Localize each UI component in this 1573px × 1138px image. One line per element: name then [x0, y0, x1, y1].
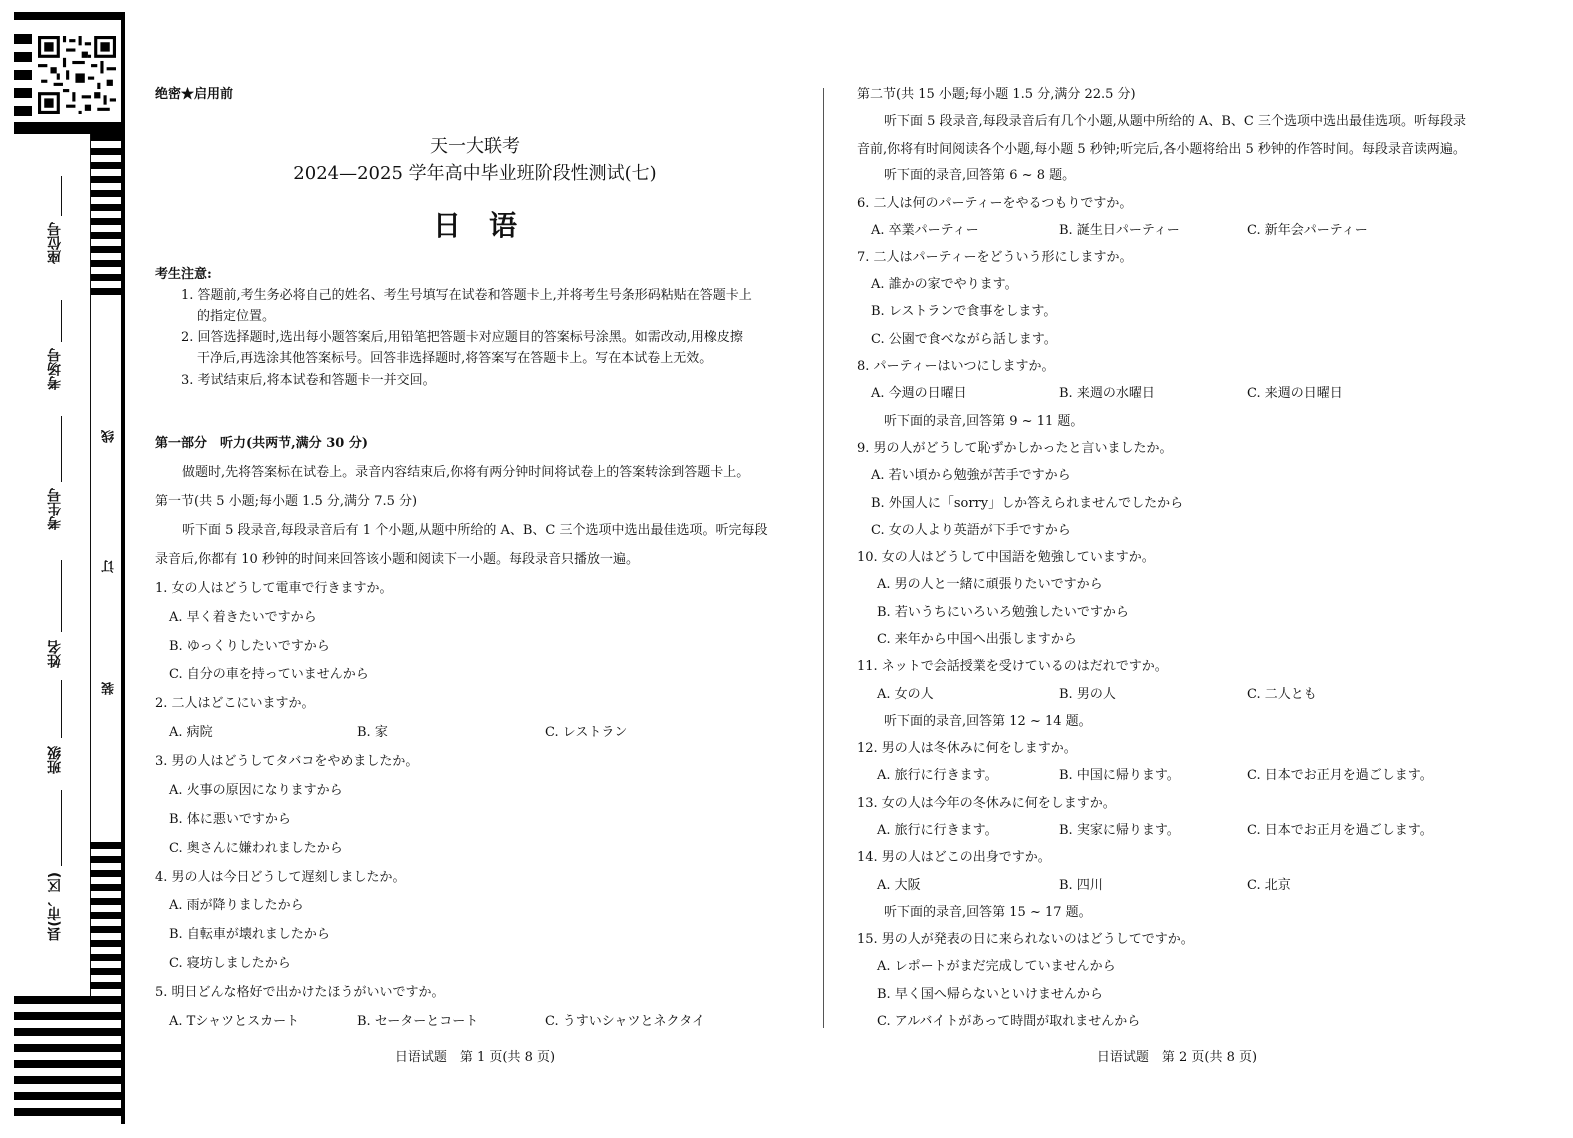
part1-intro: 做题时,先将答案标在试卷上。录音内容结束后,你将有两分钟时间将试卷上的答案转涂到答题卡上。: [182, 465, 750, 480]
option-6c: C. 新年会パーティー: [1247, 223, 1368, 238]
option-1c: C. 自分の車を持っていませんから: [169, 667, 369, 682]
page-footer-left: 日语试题 第 1 页(共 8 页): [394, 1050, 556, 1065]
option-13a: A. 旅行に行きます。: [877, 823, 998, 838]
question-13: 13. 女の人は今年の冬休みに何をしますか。: [857, 796, 1116, 811]
notice-item: 2. 回答选择题时,选出每小题答案后,用铅笔把答题卡对应题目的答案标号涂黑。如需改动,用橡皮擦: [181, 330, 743, 345]
option-7b: B. レストランで食事をします。: [871, 304, 1057, 319]
option-6a: A. 卒業パーティー: [871, 223, 979, 238]
option-8a: A. 今週の日曜日: [871, 386, 967, 401]
option-4c: C. 寝坊しましたから: [169, 956, 291, 971]
section2-title: 第二节(共 15 小题;每小题 1.5 分,满分 22.5 分): [857, 87, 1136, 102]
name-label: 姓名: [47, 640, 63, 668]
option-5c: C. うすいシャツとネクタイ: [545, 1014, 705, 1029]
option-15b: B. 早く国へ帰らないといけませんから: [877, 987, 1103, 1002]
county-label: 县(市、区): [47, 872, 63, 941]
option-3a: A. 火事の原因になりますから: [169, 783, 343, 798]
option-1a: A. 早く着きたいですから: [169, 610, 317, 625]
option-14a: A. 大阪: [877, 878, 921, 893]
option-14b: B. 四川: [1059, 878, 1103, 893]
qr-code: [38, 36, 116, 114]
section2-intro: 听下面 5 段录音,每段录音后有几个小题,从题中所给的 A、B、C 三个选项中选出最佳选项。听每段录: [884, 114, 1466, 129]
option-4a: A. 雨が降りましたから: [169, 898, 304, 913]
question-10: 10. 女の人はどうして中国語を勉強していますか。: [857, 550, 1155, 565]
listen-instruction: 听下面的录音,回答第 6 ~ 8 题。: [884, 168, 1076, 183]
option-4b: B. 自転車が壊れましたから: [169, 927, 330, 942]
section1-intro: 录音后,你都有 10 秒钟的时间来回答该小题和阅读下一小题。每段录音只播放一遍。: [155, 552, 639, 567]
cut-mark-staple: 装: [102, 682, 117, 695]
secret-label: 绝密★启用前: [155, 87, 234, 102]
question-9: 9. 男の人がどうして恥ずかしかったと言いましたか。: [857, 441, 1173, 456]
option-11a: A. 女の人: [877, 687, 934, 702]
question-3: 3. 男の人はどうしてタバコをやめましたか。: [155, 754, 419, 769]
question-4: 4. 男の人は今日どうして遅刻しましたか。: [155, 870, 406, 885]
option-5a: A. Tシャツとスカート: [169, 1014, 300, 1029]
question-2: 2. 二人はどこにいますか。: [155, 696, 315, 711]
notice-title: 考生注意:: [155, 267, 212, 282]
cut-mark-line: 线: [102, 430, 117, 443]
notice-item: 1. 答题前,考生务必将自己的姓名、考生号填写在试卷和答题卡上,并将考生号条形码粘贴在答题卡上: [181, 288, 752, 303]
question-14: 14. 男の人はどこの出身ですか。: [857, 850, 1051, 865]
option-1b: B. ゆっくりしたいですから: [169, 639, 330, 654]
option-12c: C. 日本でお正月を過ごします。: [1247, 768, 1433, 783]
section1-title: 第一节(共 5 小题;每小题 1.5 分,满分 7.5 分): [155, 494, 418, 509]
listen-instruction: 听下面的录音,回答第 12 ~ 14 题。: [884, 714, 1092, 729]
page-footer-right: 日语试题 第 2 页(共 8 页): [1096, 1050, 1258, 1065]
option-3c: C. 奥さんに嫌われましたから: [169, 841, 343, 856]
option-7a: A. 誰かの家でやります。: [871, 277, 1018, 292]
option-9b: B. 外国人に「sorry」しか答えられませんでしたから: [871, 496, 1184, 511]
option-3b: B. 体に悪いですから: [169, 812, 291, 827]
option-15a: A. レポートがまだ完成していませんから: [877, 959, 1116, 974]
option-2b: B. 家: [357, 725, 388, 740]
question-1: 1. 女の人はどうして電車で行きますか。: [155, 581, 393, 596]
option-5b: B. セーターとコート: [357, 1014, 479, 1029]
section2-intro: 音前,你将有时间阅读各个小题,每小题 5 秒钟;听完后,各小题将给出 5 秒钟的作答时间。每段录音读两遍。: [857, 142, 1466, 157]
page-divider: [823, 88, 824, 1028]
section1-intro: 听下面 5 段录音,每段录音后有 1 个小题,从题中所给的 A、B、C 三个选项中选出最佳选项。听完每段: [182, 523, 768, 538]
part1-title: 第一部分 听力(共两节,满分 30 分): [155, 436, 368, 451]
option-7c: C. 公園で食べながら話します。: [871, 332, 1057, 347]
org-title: 天一大联考: [430, 136, 520, 157]
option-11c: C. 二人とも: [1247, 687, 1317, 702]
exam-room-label: 考场号: [47, 348, 63, 390]
cut-mark-bind: 订: [102, 560, 117, 573]
subject-title: 日 语: [432, 209, 517, 242]
exam-title: 2024—2025 学年高中毕业班阶段性测试(七): [293, 163, 657, 184]
option-12a: A. 旅行に行きます。: [877, 768, 998, 783]
question-11: 11. ネットで会話授業を受けているのはだれですか。: [857, 659, 1168, 674]
question-12: 12. 男の人は冬休みに何をしますか。: [857, 741, 1077, 756]
option-10b: B. 若いうちにいろいろ勉強したいですから: [877, 605, 1129, 620]
option-2a: A. 病院: [169, 725, 213, 740]
option-9a: A. 若い頃から勉強が苦手ですから: [871, 468, 1071, 483]
option-14c: C. 北京: [1247, 878, 1291, 893]
option-12b: B. 中国に帰ります。: [1059, 768, 1180, 783]
listen-instruction: 听下面的录音,回答第 15 ~ 17 题。: [884, 905, 1092, 920]
option-11b: B. 男の人: [1059, 687, 1116, 702]
question-6: 6. 二人は何のパーティーをやるつもりですか。: [857, 196, 1133, 211]
option-10c: C. 来年から中国へ出張しますから: [877, 632, 1077, 647]
question-5: 5. 明日どんな格好で出かけたほうがいいですか。: [155, 985, 445, 1000]
notice-item: 3. 考试结束后,将本试卷和答题卡一并交回。: [181, 373, 436, 388]
question-8: 8. パーティーはいつにしますか。: [857, 359, 1055, 374]
option-15c: C. アルバイトがあって時間が取れませんから: [877, 1014, 1141, 1029]
question-15: 15. 男の人が発表の日に来られないのはどうしてですか。: [857, 932, 1194, 947]
question-7: 7. 二人はパーティーをどういう形にしますか。: [857, 250, 1133, 265]
option-8b: B. 来週の水曜日: [1059, 386, 1155, 401]
option-9c: C. 女の人より英語が下手ですから: [871, 523, 1071, 538]
notice-item: 干净后,再选涂其他答案标号。回答非选择题时,将答案写在答题卡上。写在本试卷上无效。: [197, 351, 713, 366]
notice-item: 的指定位置。: [197, 309, 276, 324]
listen-instruction: 听下面的录音,回答第 9 ~ 11 题。: [884, 414, 1084, 429]
student-number-label: 考生号: [47, 488, 63, 530]
option-8c: C. 来週の日曜日: [1247, 386, 1343, 401]
option-6b: B. 誕生日パーティー: [1059, 223, 1180, 238]
option-13b: B. 実家に帰ります。: [1059, 823, 1180, 838]
option-10a: A. 男の人と一緒に頑張りたいですから: [877, 577, 1103, 592]
class-label: 班级: [47, 746, 63, 774]
option-2c: C. レストラン: [545, 725, 628, 740]
option-13c: C. 日本でお正月を過ごします。: [1247, 823, 1433, 838]
seat-number-label: 座位号: [47, 222, 63, 264]
